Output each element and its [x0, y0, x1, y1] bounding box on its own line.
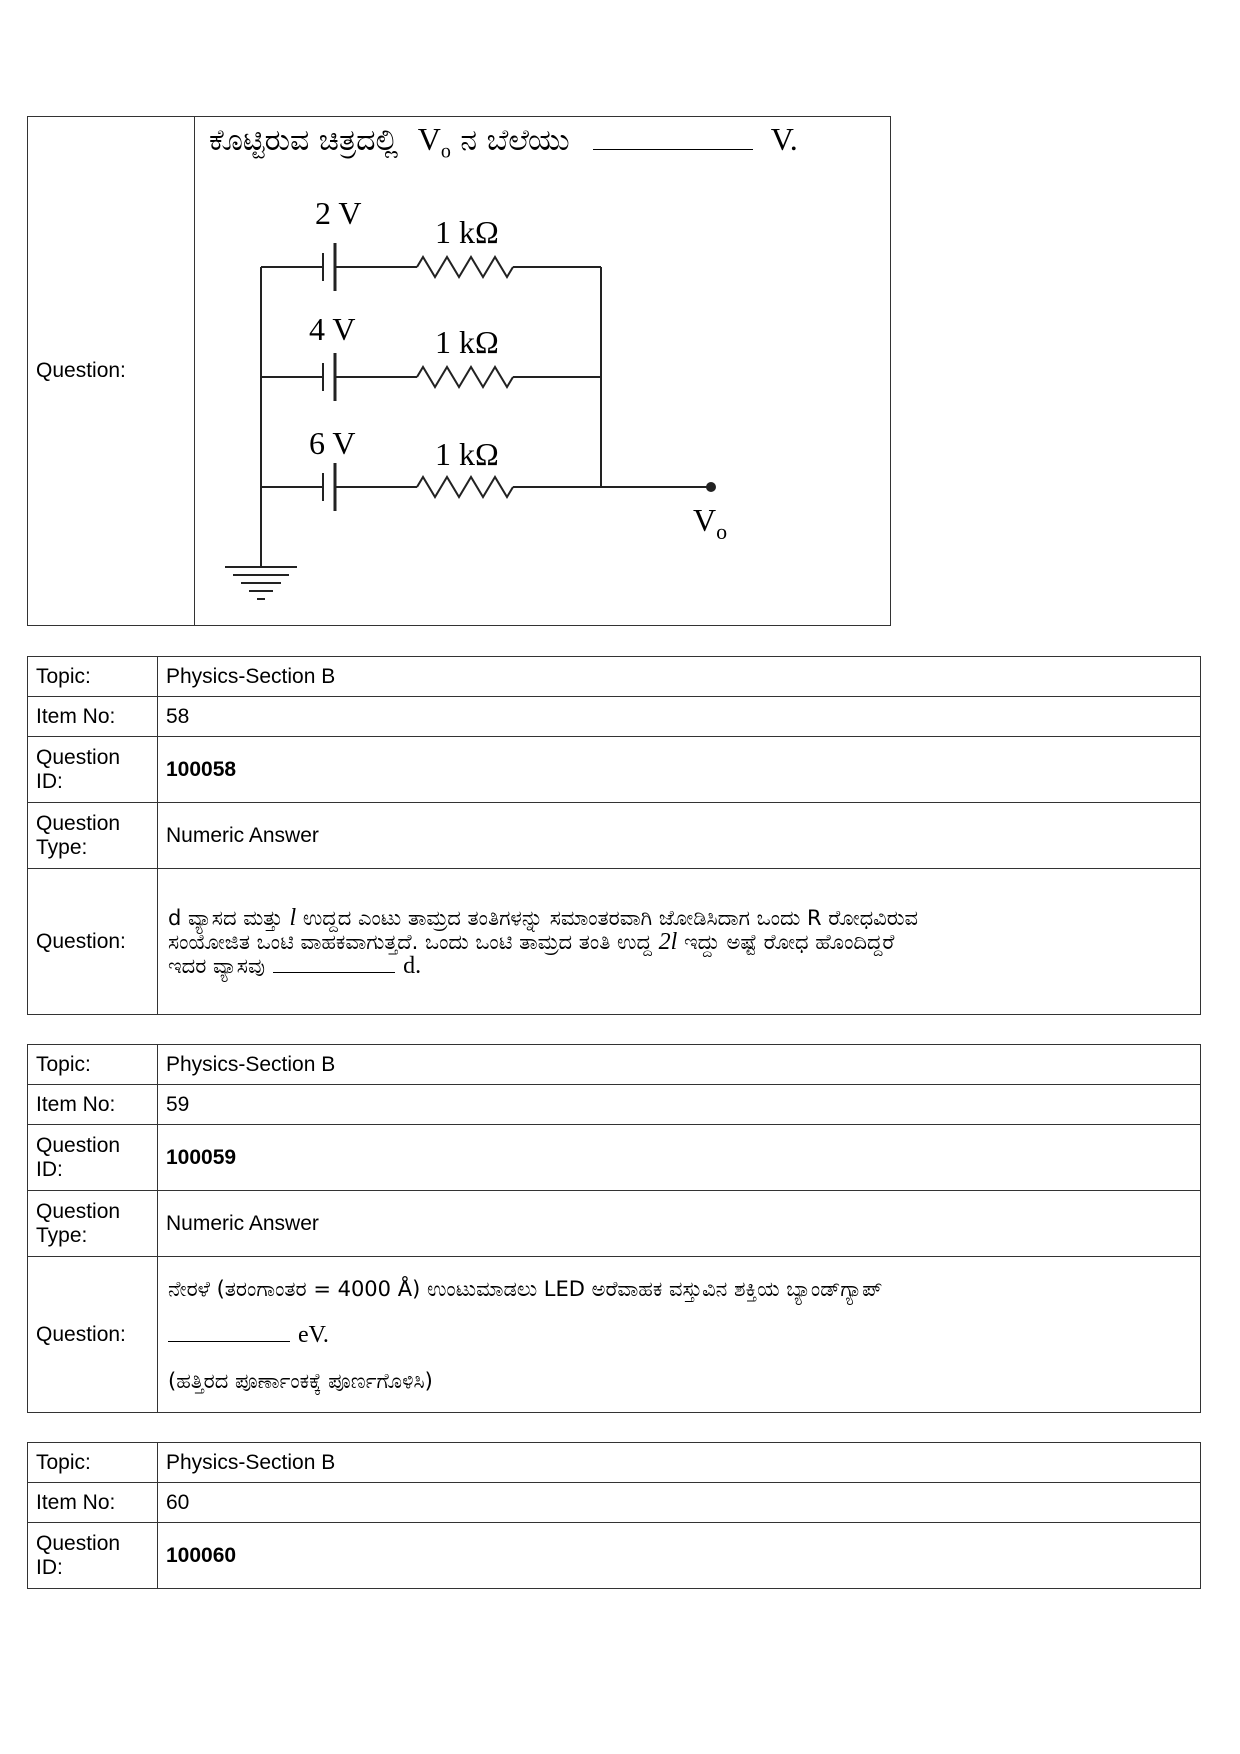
vo-symbol: $V_o$: [417, 121, 451, 163]
question-table-57: [27, 116, 891, 626]
question-id-label: Question ID:: [28, 1523, 158, 1589]
resistor-3: [417, 477, 513, 497]
topic-value: Physics-Section B: [158, 1443, 1201, 1483]
question-line: ನೇರಳೆ (ತರಂಗಾಂತರ = 4000 Å) ಉಂಟುಮಾಡಲು LED ಅರೆವಾಹಕ ವಸ್ತುವಿನ ಶಕ್ತಿಯ ಬ್ಯಾಂಡ್‌ಗ್ಯಾಪ್: [168, 1276, 883, 1301]
question-table-60: [27, 1442, 1201, 1589]
topic-value: Physics-Section B: [158, 1045, 1201, 1085]
question-line: ಇದರ ವ್ಯಾಸವು d.: [168, 952, 422, 979]
question-line: (ಹತ್ತಿರದ ಪೂರ್ಣಾಂಕಕ್ಕೆ ಪೂರ್ಣಗೊಳಿಸಿ): [168, 1368, 433, 1393]
answer-blank: [593, 131, 753, 150]
question-heading: ಕೊಟ್ಟಿರುವ ಚಿತ್ರದಲ್ಲಿ $V_o$ ನ ಬೆಲೆಯು V.: [209, 121, 798, 163]
question-id-value: 100058: [158, 737, 1201, 803]
item-no-label: Item No:: [28, 1483, 158, 1523]
question-id-value: 100060: [158, 1523, 1201, 1589]
output-node: [706, 482, 716, 492]
resistor-2: [417, 367, 513, 387]
topic-label: Topic:: [28, 657, 158, 697]
question-type-label: Question Type:: [28, 803, 158, 869]
question-table-59: [27, 1044, 1201, 1413]
question-label: Question:: [28, 1257, 158, 1413]
question-text: [158, 869, 1201, 1015]
question-text: [158, 1257, 1201, 1413]
item-no-value: 58: [158, 697, 1201, 737]
topic-label: Topic:: [28, 1443, 158, 1483]
question-table-58: [27, 656, 1201, 1015]
question-line: d ವ್ಯಾಸದ ಮತ್ತು l ಉದ್ದದ ಎಂಟು ತಾಮ್ರದ ತಂತಿಗಳನ್ನು ಸಮಾಂತರವಾಗಿ ಜೋಡಿಸಿದಾಗ ಒಂದು R ರೋಧವಿರುವ: [168, 904, 919, 931]
resistor-label-1: 1 kΩ: [435, 214, 499, 250]
circuit-diagram: [195, 177, 895, 617]
answer-blank: [168, 1323, 290, 1342]
question-line: ಸಂಯೋಜಿತ ಒಂಟಿ ವಾಹಕವಾಗುತ್ತದೆ. ಒಂದು ಒಂಟಿ ತಾಮ್ರದ ತಂತಿ ಉದ್ದ 2l ಇದ್ದು ಅಷ್ಟೆ ರೋಧ ಹೊಂದಿದ್ದರೆ: [168, 928, 895, 955]
item-no-value: 59: [158, 1085, 1201, 1125]
item-no-value: 60: [158, 1483, 1201, 1523]
item-no-label: Item No:: [28, 697, 158, 737]
question-content: [195, 117, 891, 626]
item-no-label: Item No:: [28, 1085, 158, 1125]
question-type-label: Question Type:: [28, 1191, 158, 1257]
question-type-value: Numeric Answer: [158, 1191, 1201, 1257]
resistor-label-2: 1 kΩ: [435, 324, 499, 360]
question-line: eV.: [168, 1312, 1190, 1358]
topic-value: Physics-Section B: [158, 657, 1201, 697]
ground-symbol: [225, 567, 297, 599]
question-id-label: Question ID:: [28, 1125, 158, 1191]
source-label-2: 4 V: [309, 311, 356, 347]
question-label: Question:: [28, 117, 195, 626]
question-id-value: 100059: [158, 1125, 1201, 1191]
resistor-1: [417, 257, 513, 277]
source-label-1: 2 V: [315, 195, 362, 231]
output-label: $V_o$: [693, 502, 728, 544]
topic-label: Topic:: [28, 1045, 158, 1085]
question-type-value: Numeric Answer: [158, 803, 1201, 869]
question-label: Question:: [28, 869, 158, 1015]
answer-blank: [273, 954, 395, 973]
source-label-3: 6 V: [309, 425, 356, 461]
resistor-label-3: 1 kΩ: [435, 436, 499, 472]
question-id-label: Question ID:: [28, 737, 158, 803]
